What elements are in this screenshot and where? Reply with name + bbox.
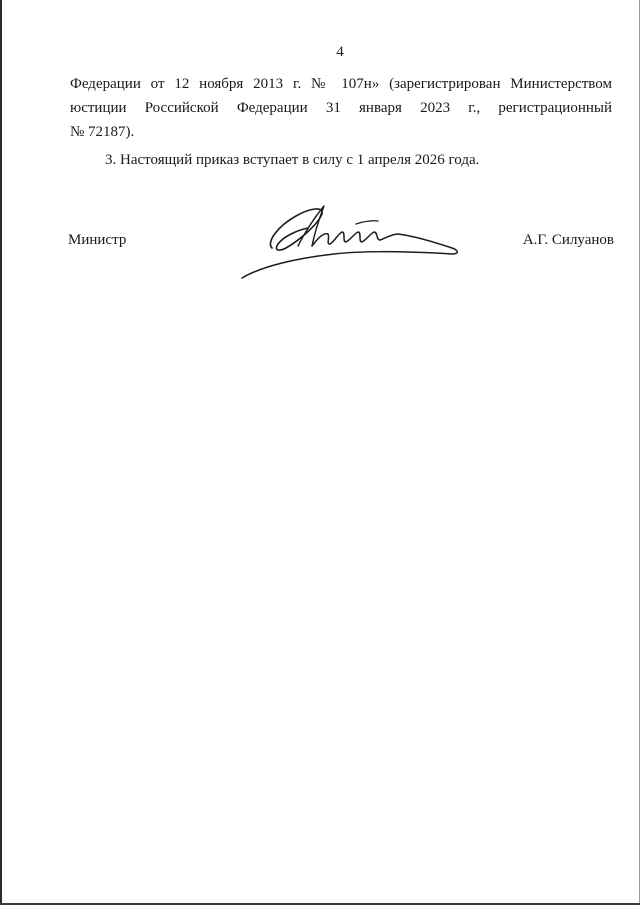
scan-edge-left <box>0 0 2 905</box>
paragraph-registration <box>70 72 612 144</box>
paragraph-line: № 72187). <box>70 124 135 140</box>
paragraph-line: Федерации от 12 ноября 2013 г. № 107н» (зарегистрирован Министерством <box>70 76 612 92</box>
page-number: 4 <box>336 44 344 60</box>
paragraph-line: 3. Настоящий приказ вступает в силу с 1 апреля 2026 года. <box>105 152 480 168</box>
handwritten-signature <box>238 196 468 288</box>
signatory-name: А.Г. Силуанов <box>522 232 614 248</box>
paragraph-effective-date <box>105 148 612 172</box>
paragraph-line: юстиции Российской Федерации 31 января 2023 г., регистрационный <box>70 100 612 116</box>
signatory-position: Министр <box>68 232 127 248</box>
